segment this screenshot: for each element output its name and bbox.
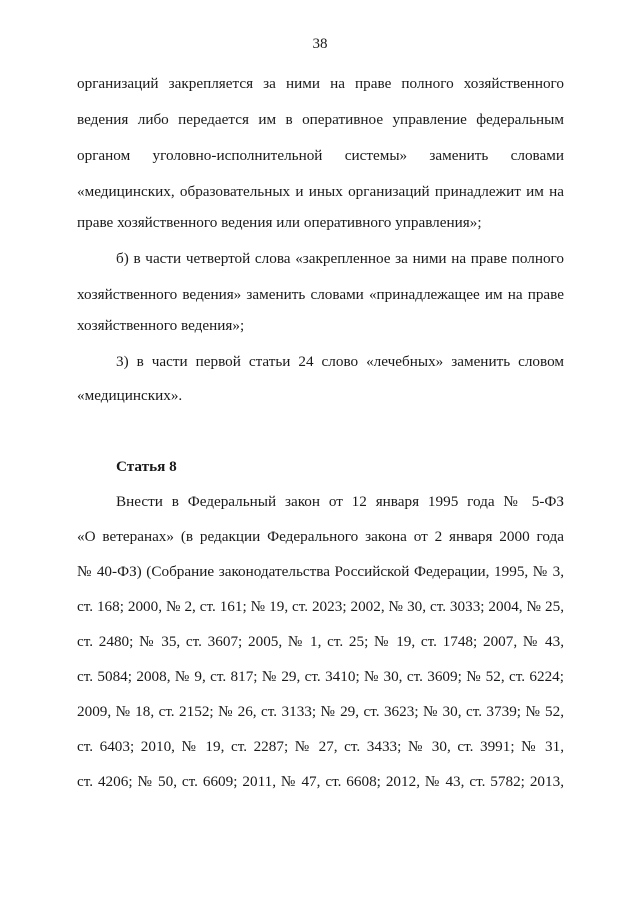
paragraph-line: ст. 4206; № 50, ст. 6609; 2011, № 47, ст. 6608; 2012, № 43, ст. 5782; 2013, xyxy=(77,773,564,790)
paragraph-line: органом уголовно-исполнительной системы» заменить словами xyxy=(77,147,564,164)
paragraph-line: ст. 168; 2000, № 2, ст. 161; № 19, ст. 2023; 2002, № 30, ст. 3033; 2004, № 25, xyxy=(77,598,564,615)
paragraph-line: б) в части четвертой слова «закрепленное за ними на праве полного xyxy=(116,250,564,267)
paragraph-line: ст. 2480; № 35, ст. 3607; 2005, № 1, ст. 25; № 19, ст. 1748; 2007, № 43, xyxy=(77,633,564,650)
paragraph-line: ст. 6403; 2010, № 19, ст. 2287; № 27, ст. 3433; № 30, ст. 3991; № 31, xyxy=(77,738,564,755)
paragraph-line: 2009, № 18, ст. 2152; № 26, ст. 3133; № 29, ст. 3623; № 30, ст. 3739; № 52, xyxy=(77,703,564,720)
paragraph-line: «медицинских, образовательных и иных организаций принадлежит им на xyxy=(77,183,564,200)
paragraph-line: 3) в части первой статьи 24 слово «лечебных» заменить словом xyxy=(116,353,564,370)
paragraph-line: «медицинских». xyxy=(77,387,183,404)
page-number: 38 xyxy=(312,36,328,52)
paragraph-line: хозяйственного ведения»; xyxy=(77,317,245,334)
paragraph-line: организаций закрепляется за ними на праве полного хозяйственного xyxy=(77,75,564,92)
paragraph-line: ведения либо передается им в оперативное управление федеральным xyxy=(77,111,564,128)
paragraph-line: хозяйственного ведения» заменить словами «принадлежащее им на праве xyxy=(77,286,564,303)
article-heading: Статья 8 xyxy=(116,458,177,475)
paragraph-line: «О ветеранах» (в редакции Федерального закона от 2 января 2000 года xyxy=(77,528,564,545)
paragraph-line: ст. 5084; 2008, № 9, ст. 817; № 29, ст. 3410; № 30, ст. 3609; № 52, ст. 6224; xyxy=(77,668,564,685)
paragraph-line: Внести в Федеральный закон от 12 января 1995 года № 5-ФЗ xyxy=(116,493,564,510)
paragraph-line: праве хозяйственного ведения или оперативного управления»; xyxy=(77,214,482,231)
paragraph-line: № 40-ФЗ) (Собрание законодательства Российской Федерации, 1995, № 3, xyxy=(77,563,564,580)
